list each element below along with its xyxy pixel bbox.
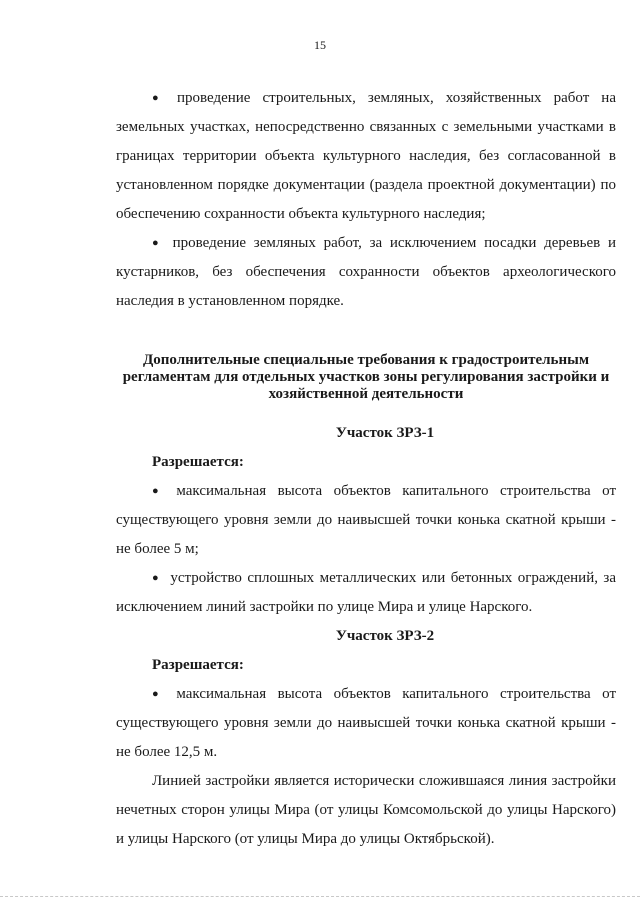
text-line: ● максимальная высота объектов капитального строительства от: [116, 477, 616, 506]
text-line: ● устройство сплошных металлических или бетонных ограждений, за: [116, 564, 616, 593]
document-body: [116, 84, 616, 854]
text-line: существующего уровня земли до наивысшей точки конька скатной крыши -: [116, 715, 616, 731]
text-line: Линией застройки является исторически сложившаяся линия застройки: [152, 773, 616, 789]
text-line: кустарников, без обеспечения сохранности объектов археологического: [116, 264, 616, 280]
zone-zrz-1: [116, 419, 616, 622]
text-line: ● проведение земляных работ, за исключением посадки деревьев и: [116, 229, 616, 258]
permitted-label: Разрешается:: [152, 454, 244, 470]
text-line: и улицы Нарского (от улицы Мира до улицы Октябрьской).: [116, 831, 495, 847]
page-number: 15: [314, 38, 326, 52]
zone-title: Участок ЗРЗ-1: [335, 425, 435, 441]
permitted-label: Разрешается:: [152, 657, 244, 673]
restriction-bullet-2: [116, 229, 616, 316]
text-line: земельных участках, непосредственно связанных с земельными участками в: [116, 119, 616, 135]
text-line: нечетных сторон улицы Мира (от улицы Комсомольской до улицы Нарского): [116, 802, 616, 818]
section-heading: [116, 352, 616, 403]
text-line: исключением линий застройки по улице Мира и улице Нарского.: [116, 599, 533, 615]
heading-line: Дополнительные специальные требования к градостроительным: [142, 352, 590, 368]
text-line: обеспечению сохранности объекта культурного наследия;: [116, 206, 486, 222]
text-line: не более 12,5 м.: [116, 744, 218, 760]
text-line: наследия в установленном порядке.: [116, 293, 344, 309]
zone-title: Участок ЗРЗ-2: [335, 628, 435, 644]
text-line: установленном порядке документации (раздела проектной документации) по: [116, 177, 616, 193]
text-line: существующего уровня земли до наивысшей точки конька скатной крыши -: [116, 512, 616, 528]
scan-edge-line: [0, 896, 640, 897]
heading-line: регламентам для отдельных участков зоны регулирования застройки и: [122, 369, 610, 385]
text-line: ● проведение строительных, земляных, хозяйственных работ на: [116, 84, 616, 113]
text-line: ● максимальная высота объектов капитального строительства от: [116, 680, 616, 709]
restriction-bullet-1: [116, 84, 616, 229]
zone-zrz-2: [116, 622, 616, 854]
text-line: границах территории объекта культурного наследия, без согласованной в: [116, 148, 616, 164]
text-line: не более 5 м;: [116, 541, 199, 557]
heading-line: хозяйственной деятельности: [268, 386, 464, 402]
